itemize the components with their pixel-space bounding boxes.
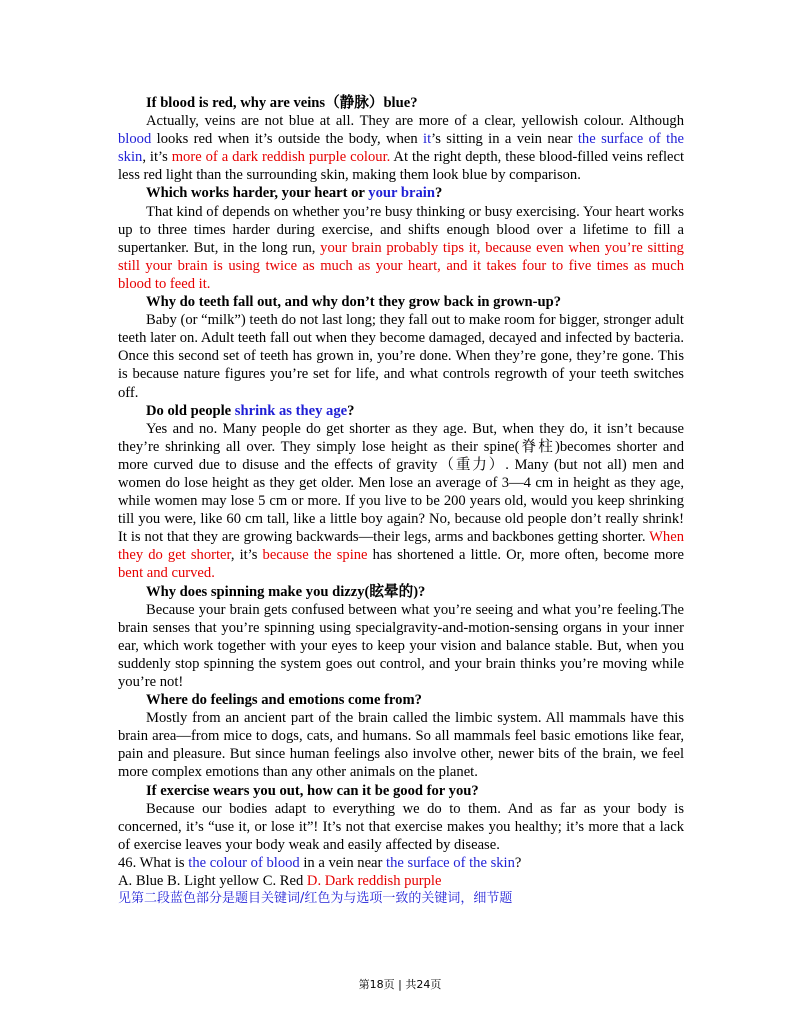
section-question — [118, 402, 684, 420]
answer-options — [118, 872, 684, 890]
text-run: ? — [434, 185, 443, 202]
section-question — [118, 293, 684, 311]
section-paragraph — [118, 311, 684, 401]
keyword-highlight: blood — [118, 131, 152, 148]
section-question — [118, 782, 684, 800]
text-run: That kind of depends on whether you’re busy thinking or busy exercising. Your heart works up to three times harder during exercise, and shifts enough blood over a lifetime to fill a supertanker. But, in the long run, — [118, 203, 684, 256]
answer-highlight: because the spine — [262, 547, 368, 564]
section-question — [118, 184, 684, 202]
text-run: Which works harder, your heart or — [146, 185, 369, 202]
text-run: If blood is red, why are veins（静脉）blue? — [146, 95, 418, 111]
section-paragraph — [118, 203, 684, 293]
answer-highlight: bent and curved. — [118, 565, 215, 582]
section-question — [118, 583, 684, 601]
text-run: Yes and no. Many people do get shorter as they age. But, when they do, it isn’t because they’re shrinking all over. They simply lose height as their spine(脊柱)becomes shorter and more curved due to disuse and the effects of gravity（重力）. Many (but not all) men and women do lose height as they get older. Men lose an average of 3—4 cm in height as they age, while women may lose 5 cm or more. If you live to be 200 years old, would you keep shrinking till you were, like 60 cm tall, like a little boy again? No, because old people don’t really shrink! It is not that they are growing backwards—their legs, arms and backbones getting shorter. — [118, 420, 684, 546]
section-question — [118, 691, 684, 709]
document-page — [118, 94, 684, 908]
text-run: has shortened a little. Or, more often, become more — [367, 547, 684, 564]
keyword-highlight: the colour of blood — [188, 854, 300, 871]
text-run: Why does spinning make you dizzy(眩晕的)? — [146, 583, 426, 600]
text-run: ? — [514, 854, 522, 871]
text-run: , it’s — [142, 149, 172, 166]
answer-highlight: your brain probably tips it, because even when you’re sitting still your brain is using twice as much as your heart, and it takes four to five times as much blood to feed it. — [118, 239, 684, 292]
section-paragraph — [118, 601, 684, 691]
text-run: 46. What is — [118, 854, 189, 871]
keyword-highlight: shrink as they age — [234, 402, 348, 419]
text-run: If exercise wears you out, how can it be good for you? — [146, 782, 479, 799]
text-run: ? — [347, 402, 355, 419]
text-run: in a vein near — [299, 854, 387, 871]
text-run: Mostly from an ancient part of the brain called the limbic system. All mammals have this brain area—from mice to dogs, cats, and humans. So all mammals feel basic emotions like fear, pain and pleasure. But since human feelings also involve other, newer bits of the brain, we feel more complex emotions than any other animals on the planet. — [118, 710, 684, 781]
section-paragraph — [118, 420, 684, 583]
answer-highlight: more of a dark reddish purple colour. — [171, 149, 391, 166]
keyword-highlight: the surface of the skin — [118, 131, 685, 166]
text-run: Baby (or “milk”) teeth do not last long; they fall out to make room for bigger, stronger adult teeth later on. Adult teeth fall out when they become damaged, decayed and infected by bacteria. Once this second set of teeth has grown in, you’re done. When they’re gone, they’re gone. This is because nature figures you’re set for life, and what controls regrowth of your teeth switches off. — [118, 312, 684, 401]
text-run: Actually, veins are not blue at all. They are more of a clear, yellowish colour. Although — [146, 113, 684, 130]
section-question — [118, 94, 684, 112]
keyword-highlight: your brain — [368, 185, 435, 202]
answer-note: 见第二段蓝色部分是题目关键词/红色为与选项一致的关键词，细节题 — [118, 891, 513, 907]
page-footer: 第18页 | 共24页 — [358, 978, 442, 991]
keyword-highlight: it — [423, 131, 432, 148]
text-run: looks red when it’s outside the body, when — [151, 131, 424, 148]
text-run: At the right depth, these blood-filled veins reflect less red light than the surrounding skin, making them look blue by comparison. — [118, 149, 685, 184]
text-run: Do old people — [146, 402, 235, 419]
text-run: Where do feelings and emotions come from? — [146, 692, 422, 709]
section-paragraph — [118, 800, 684, 854]
question-46 — [118, 854, 684, 872]
text-run: Because our bodies adapt to everything we do to them. And as far as your body is concerned, it’s “use it, or lose it”! It’s not that exercise makes you healthy; it’s more that a lack of exercise leaves your body weak and easily affected by disease. — [118, 800, 684, 853]
text-run: , it’s — [230, 547, 263, 564]
article-body — [118, 94, 684, 854]
text-run: Why do teeth fall out, and why don’t they grow back in grown-up? — [146, 294, 562, 311]
text-run: A. Blue B. Light yellow C. Red — [118, 873, 307, 890]
section-paragraph — [118, 709, 684, 781]
text-run: ’s sitting in a vein near — [431, 131, 578, 148]
text-run: Because your brain gets confused between what you’re seeing and what you’re feeling.The brain senses that you’re spinning using specialgravity-and-motion-sensing organs in your inner ear, which work together with your eyes to keep your vision and balance stable. But, when you suddenly stop spinning the system goes out control, and your brain thinks you’re moving while you’re not! — [118, 601, 684, 690]
answer-highlight: When they do get shorter — [118, 529, 684, 564]
answer-highlight: D. Dark reddish purple — [306, 873, 442, 890]
keyword-highlight: the surface of the skin — [386, 854, 515, 871]
section-paragraph — [118, 112, 684, 184]
